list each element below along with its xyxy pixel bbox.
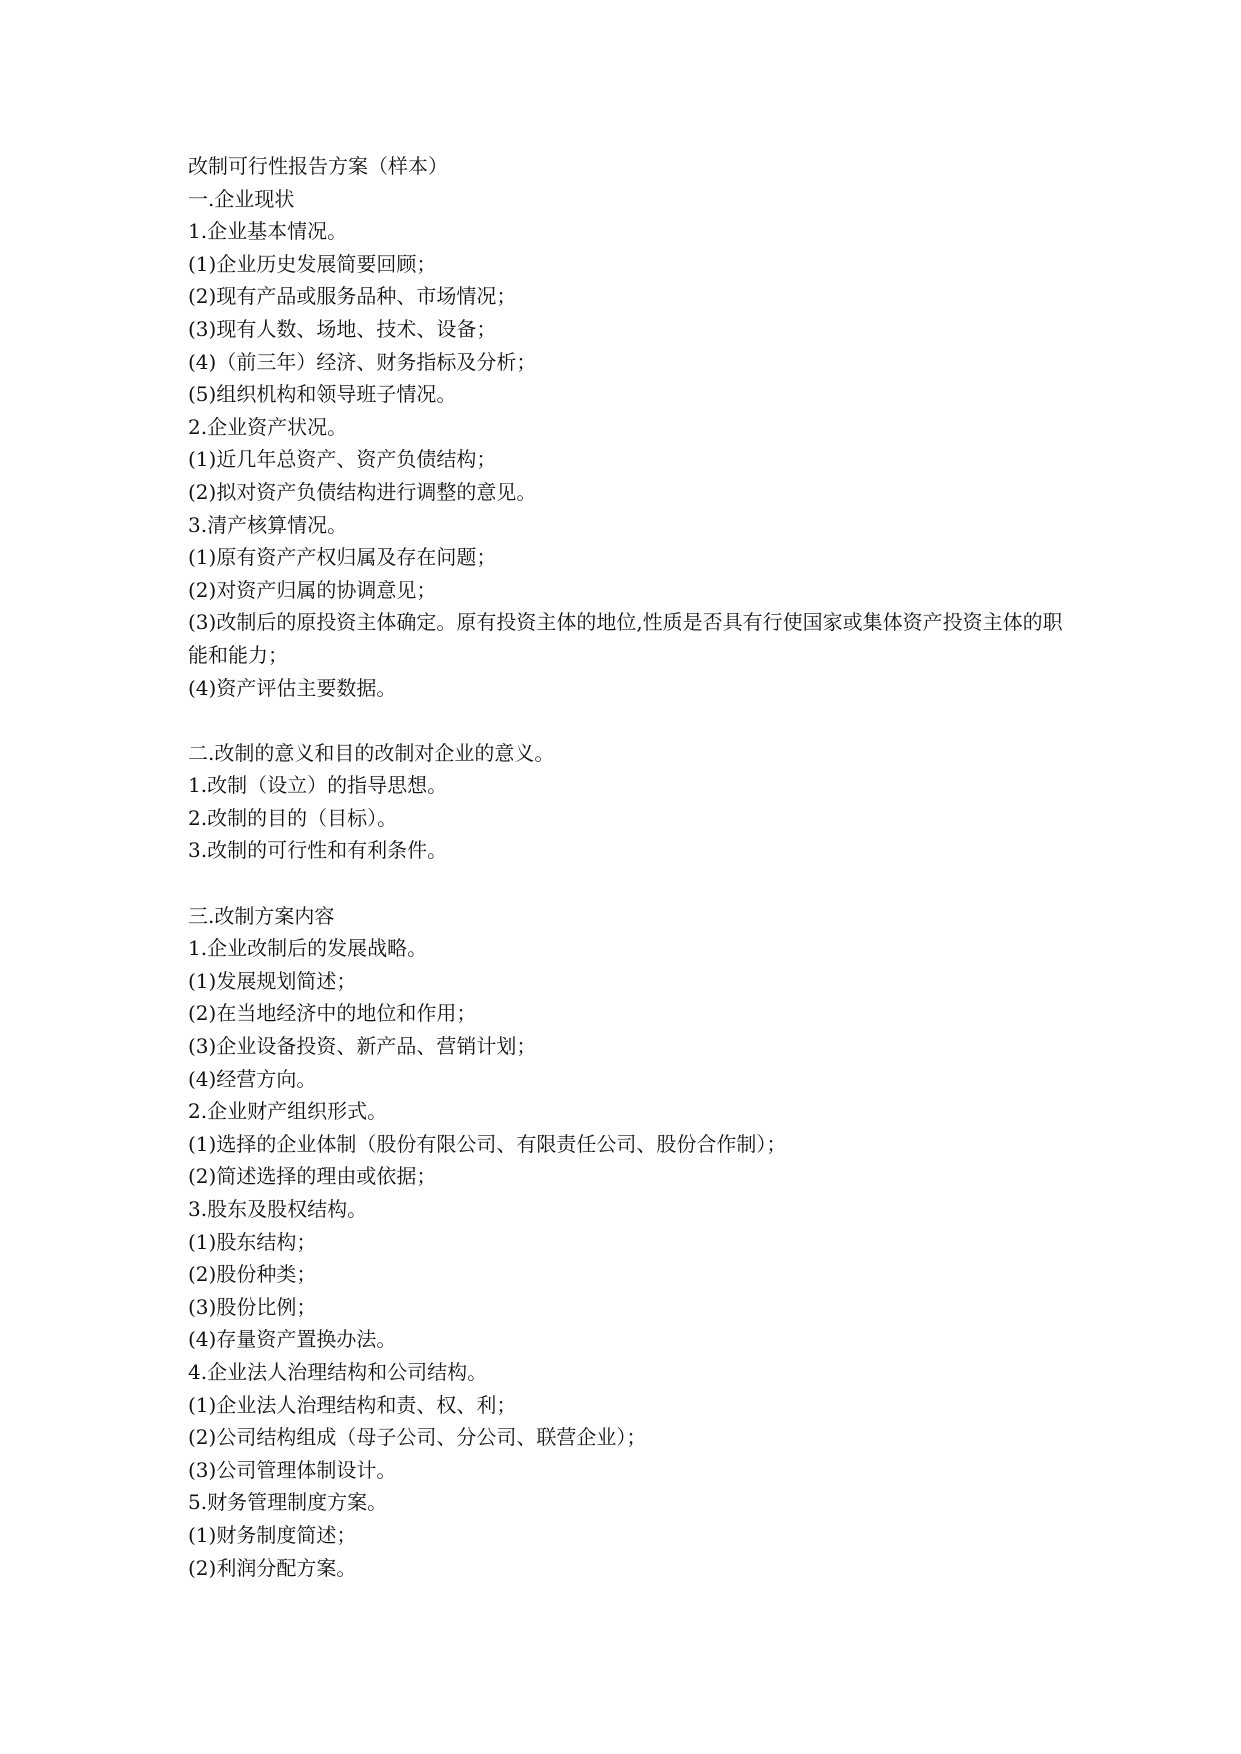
section-heading: 二.改制的意义和目的改制对企业的意义。: [188, 740, 555, 765]
sub-item: (3)股份比例；: [188, 1294, 317, 1319]
item-label: 5.财务管理制度方案。: [188, 1490, 388, 1515]
item-label: 2.改制的目的（目标）。: [188, 805, 398, 830]
sub-item: (2)利润分配方案。: [188, 1555, 357, 1580]
item-label: 1.企业改制后的发展战略。: [188, 936, 428, 961]
sub-item: (2)对资产归属的协调意见；: [188, 577, 437, 602]
section-spacer: [188, 704, 1068, 737]
sub-item: (1)选择的企业体制（股份有限公司、有限责任公司、股份合作制）；: [188, 1131, 787, 1156]
sub-item: (2)公司结构组成（母子公司、分公司、联营企业）；: [188, 1425, 647, 1450]
sub-item: (1)原有资产产权归属及存在问题；: [188, 545, 497, 570]
sub-item: (2)在当地经济中的地位和作用；: [188, 1001, 477, 1026]
sub-item: (3)现有人数、场地、技术、设备；: [188, 316, 497, 341]
sub-item: (2)现有产品或服务品种、市场情况；: [188, 284, 517, 309]
sub-item: (1)财务制度简述；: [188, 1522, 357, 1547]
sub-item: (1)股东结构；: [188, 1229, 317, 1254]
item-label: 3.改制的可行性和有利条件。: [188, 838, 448, 863]
sub-item: (3)公司管理体制设计。: [188, 1457, 397, 1482]
sub-item: (4)存量资产置换办法。: [188, 1327, 397, 1352]
section-spacer: [188, 867, 1068, 900]
item-label: 2.企业财产组织形式。: [188, 1099, 388, 1124]
sub-item: (4)资产评估主要数据。: [188, 675, 397, 700]
document-body: [188, 150, 1068, 1584]
sub-item: (4)（前三年）经济、财务指标及分析；: [188, 349, 537, 374]
item-label: 1.改制（设立）的指导思想。: [188, 773, 448, 798]
sub-item: (5)组织机构和领导班子情况。: [188, 382, 457, 407]
sub-item: (2)拟对资产负债结构进行调整的意见。: [188, 479, 537, 504]
item-label: 2.企业资产状况。: [188, 414, 348, 439]
sub-item: (2)简述选择的理由或依据；: [188, 1164, 437, 1189]
item-label: 3.股东及股权结构。: [188, 1197, 368, 1221]
sub-item: (1)近几年总资产、资产负债结构；: [188, 447, 497, 472]
item-label: 4.企业法人治理结构和公司结构。: [188, 1359, 488, 1384]
sub-item: (1)发展规划简述；: [188, 968, 357, 993]
sub-item: (3)企业设备投资、新产品、营销计划；: [188, 1034, 537, 1059]
section-heading: 三.改制方案内容: [188, 903, 335, 928]
sub-item: (1)企业历史发展简要回顾；: [188, 251, 437, 276]
sub-item: (1)企业法人治理结构和责、权、利；: [188, 1392, 517, 1417]
sub-item: (4)经营方向。: [188, 1066, 317, 1091]
item-label: 3.清产核算情况。: [188, 512, 348, 537]
sub-item: (3)改制后的原投资主体确定。原有投资主体的地位,性质是否具有行使国家或集体资产投资主体的职能和能力；: [188, 610, 1063, 667]
section-heading: 一.企业现状: [188, 186, 295, 211]
sub-item: (2)股份种类；: [188, 1262, 317, 1287]
item-label: 1.企业基本情况。: [188, 219, 348, 244]
document-title: 改制可行性报告方案（样本）: [188, 154, 448, 178]
